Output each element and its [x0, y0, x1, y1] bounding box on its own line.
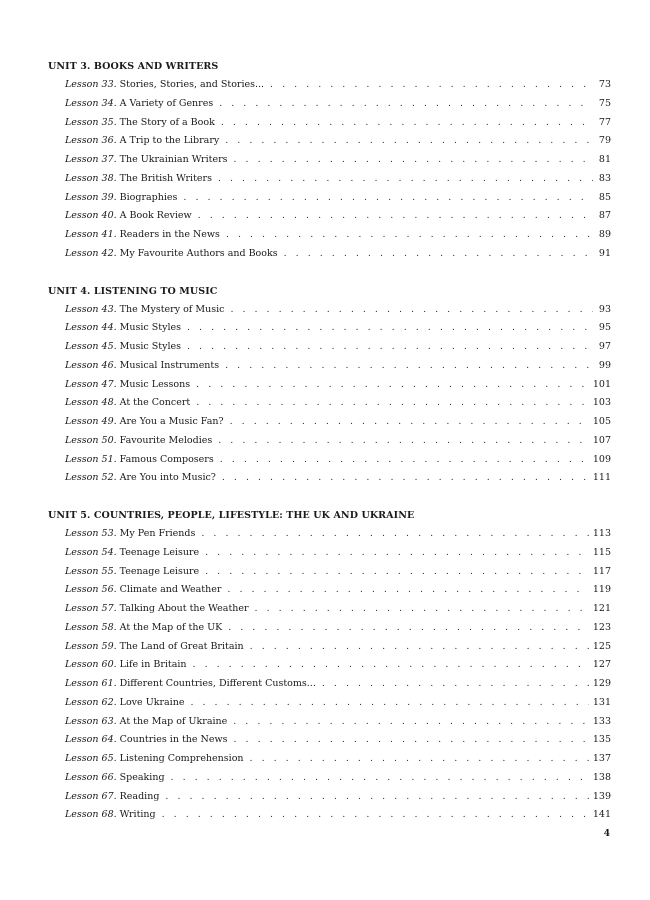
- toc-entry[interactable]: [48, 151, 611, 170]
- lesson-title: Reading: [119, 790, 160, 802]
- lesson-title: Writing: [119, 809, 156, 821]
- toc-entry[interactable]: [48, 694, 611, 713]
- toc-entry[interactable]: [48, 338, 611, 357]
- unit-title: UNIT 3. BOOKS AND WRITERS: [48, 61, 219, 72]
- lesson-label: Lesson 66.: [65, 771, 117, 783]
- lesson-label: Lesson 39.: [65, 191, 117, 203]
- lesson-title: Climate and Weather: [119, 584, 222, 596]
- dot-leader: [196, 376, 589, 395]
- dot-leader: [171, 769, 589, 788]
- toc-entry[interactable]: [48, 95, 611, 114]
- toc-entry[interactable]: [48, 170, 611, 189]
- lesson-title: My Pen Friends: [119, 528, 196, 539]
- unit-title: UNIT 4. LISTENING TO MUSIC: [48, 285, 218, 297]
- lesson-label: Lesson 45.: [65, 341, 117, 352]
- page-number: 138: [592, 771, 611, 783]
- toc-entry[interactable]: [48, 638, 611, 657]
- dot-leader: [219, 95, 593, 114]
- page-number: 93: [598, 303, 611, 315]
- dot-leader: [187, 319, 593, 338]
- dot-leader: [270, 76, 593, 95]
- lesson-title: Favourite Melodies: [119, 434, 213, 446]
- lesson-label: Lesson 68.: [65, 809, 117, 821]
- dot-leader: [234, 151, 594, 170]
- lesson-label: Lesson 41.: [65, 229, 117, 240]
- toc-entry[interactable]: [48, 114, 611, 133]
- toc-entry[interactable]: [48, 376, 611, 395]
- lesson-label: Lesson 56.: [65, 584, 117, 596]
- dot-leader: [198, 207, 593, 226]
- dot-leader: [250, 750, 589, 769]
- toc-entry[interactable]: [48, 132, 611, 151]
- toc-entry[interactable]: [48, 245, 611, 264]
- dot-leader: [201, 525, 588, 544]
- lesson-label: Lesson 60.: [65, 659, 117, 671]
- lesson-title: Listening Comprehension: [119, 753, 244, 764]
- dot-leader: [221, 114, 593, 133]
- dot-leader: [218, 170, 593, 189]
- lesson-label: Lesson 67.: [65, 790, 117, 802]
- toc-entry[interactable]: [48, 525, 611, 544]
- toc-entry[interactable]: [48, 656, 611, 675]
- dot-leader: [196, 394, 589, 413]
- lesson-title: The Story of a Book: [119, 116, 215, 128]
- page-number: 119: [592, 584, 611, 596]
- page-number: 103: [592, 397, 611, 409]
- dot-leader: [220, 451, 589, 470]
- page-number: 141: [592, 809, 611, 821]
- page-number: 99: [598, 359, 611, 371]
- page-number: 77: [598, 116, 611, 128]
- page-number: 127: [592, 659, 611, 671]
- lesson-label: Lesson 46.: [65, 359, 117, 371]
- lesson-title: At the Concert: [119, 397, 191, 409]
- lesson-label: Lesson 38.: [65, 172, 117, 184]
- dot-leader: [225, 132, 593, 151]
- lesson-title: Biographies: [119, 191, 178, 203]
- page-number: 123: [592, 621, 611, 633]
- dot-leader: [227, 581, 588, 600]
- page-number: 107: [592, 434, 611, 446]
- page-number: 95: [598, 322, 611, 334]
- lesson-label: Lesson 64.: [65, 734, 117, 746]
- lesson-title: The British Writers: [119, 172, 212, 184]
- lesson-title: Famous Composers: [119, 453, 214, 465]
- lesson-title: Life in Britain: [119, 659, 187, 671]
- lesson-label: Lesson 36.: [65, 135, 117, 147]
- lesson-label: Lesson 52.: [65, 472, 117, 484]
- dot-leader: [233, 713, 589, 732]
- page-number: 139: [592, 790, 611, 802]
- unit-section: [48, 507, 611, 825]
- dot-leader: [205, 563, 589, 582]
- lesson-label: Lesson 65.: [65, 753, 117, 764]
- dot-leader: [230, 413, 589, 432]
- page-number: 105: [592, 416, 611, 427]
- lesson-title: Music Lessons: [119, 378, 191, 390]
- page-number: 109: [592, 453, 611, 465]
- dot-leader: [228, 619, 589, 638]
- dot-leader: [183, 189, 593, 208]
- lesson-title: Are You a Music Fan?: [119, 416, 224, 427]
- lesson-label: Lesson 61.: [65, 678, 117, 689]
- page-number: 87: [598, 210, 611, 222]
- lesson-title: My Favourite Authors and Books: [119, 247, 278, 259]
- page-number: 115: [592, 546, 611, 558]
- page-number: 81: [598, 154, 611, 165]
- toc-entry[interactable]: [48, 76, 611, 95]
- lesson-title: A Book Review: [119, 210, 192, 222]
- dot-leader: [230, 301, 593, 320]
- toc-entry[interactable]: [48, 319, 611, 338]
- lesson-label: Lesson 57.: [65, 603, 117, 614]
- toc-entry[interactable]: [48, 432, 611, 451]
- lesson-label: Lesson 49.: [65, 416, 117, 427]
- page-number: 79: [598, 135, 611, 147]
- page-number: 113: [592, 528, 611, 539]
- page-number: 137: [592, 753, 611, 764]
- lesson-title: At the Map of the UK: [119, 621, 223, 633]
- toc-entry[interactable]: [48, 806, 611, 825]
- folio-page-number: 4: [603, 829, 610, 839]
- lesson-title: Stories, Stories, and Stories...: [119, 79, 265, 90]
- toc-entry[interactable]: [48, 207, 611, 226]
- page-number: 91: [598, 247, 611, 259]
- lesson-title: Teenage Leisure: [119, 565, 200, 577]
- toc-entry[interactable]: [48, 413, 611, 432]
- page-number: 73: [598, 79, 611, 90]
- toc-entry[interactable]: [48, 731, 611, 750]
- lesson-label: Lesson 37.: [65, 154, 117, 165]
- lesson-title: At the Map of Ukraine: [119, 715, 228, 727]
- lesson-label: Lesson 35.: [65, 116, 117, 128]
- dot-leader: [234, 731, 589, 750]
- toc-entry[interactable]: [48, 750, 611, 769]
- dot-leader: [250, 638, 589, 657]
- lesson-title: A Variety of Genres: [119, 97, 214, 109]
- lesson-label: Lesson 51.: [65, 453, 117, 465]
- toc-entry[interactable]: [48, 713, 611, 732]
- lesson-label: Lesson 42.: [65, 247, 117, 259]
- lesson-label: Lesson 53.: [65, 528, 117, 539]
- lesson-label: Lesson 40.: [65, 210, 117, 222]
- dot-leader: [162, 806, 589, 825]
- lesson-label: Lesson 58.: [65, 621, 117, 633]
- page-number: 135: [592, 734, 611, 746]
- lesson-title: Music Styles: [119, 341, 181, 352]
- page-number: 85: [598, 191, 611, 203]
- toc-entry[interactable]: [48, 600, 611, 619]
- toc-entry[interactable]: [48, 357, 611, 376]
- toc-entry[interactable]: [48, 675, 611, 694]
- lesson-title: Musical Instruments: [119, 359, 220, 371]
- lesson-title: The Mystery of Music: [119, 303, 225, 315]
- toc-entry[interactable]: [48, 769, 611, 788]
- dot-leader: [225, 357, 593, 376]
- lesson-title: Different Countries, Different Customs...: [119, 678, 316, 689]
- lesson-title: Countries in the News: [119, 734, 228, 746]
- lesson-title: Love Ukraine: [119, 696, 185, 708]
- toc-entry[interactable]: [48, 544, 611, 563]
- toc-entry[interactable]: [48, 563, 611, 582]
- lesson-title: Talking About the Weather: [119, 603, 249, 614]
- dot-leader: [187, 338, 593, 357]
- lesson-title: The Ukrainian Writers: [119, 154, 228, 165]
- toc-entry[interactable]: [48, 394, 611, 413]
- unit-section: [48, 283, 611, 489]
- lesson-title: Readers in the News: [119, 229, 220, 240]
- dot-leader: [255, 600, 589, 619]
- lesson-title: Are You into Music?: [119, 472, 216, 484]
- lesson-label: Lesson 62.: [65, 696, 117, 708]
- page-number: 83: [598, 172, 611, 184]
- lesson-label: Lesson 54.: [65, 546, 117, 558]
- lesson-label: Lesson 44.: [65, 322, 117, 334]
- dot-leader: [205, 544, 589, 563]
- toc-entry[interactable]: [48, 226, 611, 245]
- page-number: 75: [598, 97, 611, 109]
- dot-leader: [165, 788, 588, 807]
- page-number: 117: [592, 565, 611, 577]
- lesson-label: Lesson 33.: [65, 79, 117, 90]
- page-number: 97: [598, 341, 611, 352]
- dot-leader: [190, 694, 588, 713]
- page-number: 111: [592, 472, 611, 484]
- page-number: 125: [592, 640, 611, 652]
- toc-entry[interactable]: [48, 301, 611, 320]
- unit-section: [48, 58, 611, 264]
- lesson-label: Lesson 34.: [65, 97, 117, 109]
- toc-entry[interactable]: [48, 189, 611, 208]
- lesson-label: Lesson 43.: [65, 303, 117, 315]
- dot-leader: [193, 656, 589, 675]
- dot-leader: [222, 469, 589, 488]
- lesson-title: Music Styles: [119, 322, 181, 334]
- lesson-title: The Land of Great Britain: [119, 640, 244, 652]
- lesson-label: Lesson 47.: [65, 378, 117, 390]
- lesson-label: Lesson 48.: [65, 397, 117, 409]
- page-number: 121: [592, 603, 611, 614]
- toc-entry[interactable]: [48, 469, 611, 488]
- dot-leader: [218, 432, 589, 451]
- toc-entry[interactable]: [48, 451, 611, 470]
- toc-entry[interactable]: [48, 581, 611, 600]
- lesson-title: Speaking: [119, 771, 165, 783]
- dot-leader: [226, 226, 593, 245]
- lesson-label: Lesson 59.: [65, 640, 117, 652]
- page-number: 131: [592, 696, 611, 708]
- table-of-contents: [48, 58, 611, 844]
- dot-leader: [322, 675, 589, 694]
- toc-entry[interactable]: [48, 619, 611, 638]
- page-number: 133: [592, 715, 611, 727]
- lesson-title: Teenage Leisure: [119, 546, 200, 558]
- lesson-label: Lesson 55.: [65, 565, 117, 577]
- page-number: 89: [598, 229, 611, 240]
- page-number: 101: [592, 378, 611, 390]
- lesson-label: Lesson 50.: [65, 434, 117, 446]
- lesson-label: Lesson 63.: [65, 715, 117, 727]
- toc-entry[interactable]: [48, 788, 611, 807]
- unit-title: UNIT 5. COUNTRIES, PEOPLE, LIFESTYLE: THE UK AND UKRAINE: [48, 510, 415, 521]
- dot-leader: [284, 245, 593, 264]
- page-number: 129: [592, 678, 611, 689]
- lesson-title: A Trip to the Library: [119, 135, 220, 147]
